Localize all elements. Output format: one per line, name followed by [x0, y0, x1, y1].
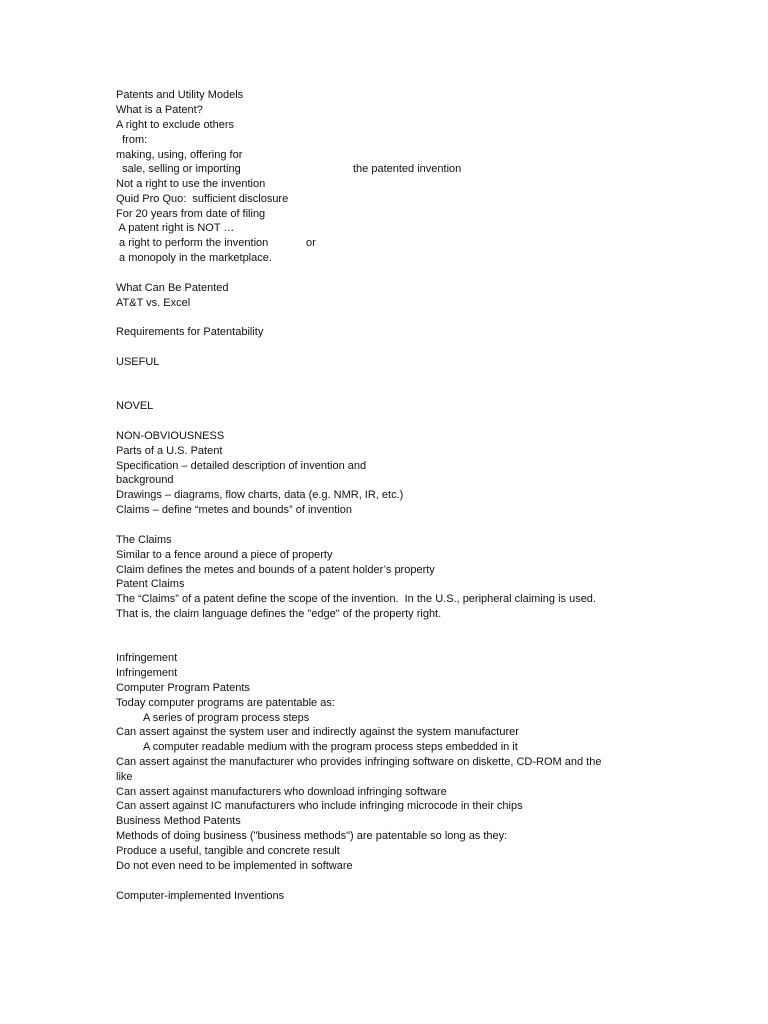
doc-line: For 20 years from date of filing [116, 208, 266, 220]
doc-line: AT&T vs. Excel [116, 297, 191, 309]
doc-line: Drawings – diagrams, flow charts, data (e.g. NMR, IR, etc.) [116, 489, 404, 501]
doc-heading: The Claims [116, 534, 172, 546]
doc-line: A patent right is NOT … [116, 222, 235, 234]
doc-line: Can assert against the manufacturer who provides infringing software on diskette, CD-ROM and the [116, 756, 602, 768]
doc-heading: Parts of a U.S. Patent [116, 445, 223, 457]
doc-heading: What Can Be Patented [116, 282, 229, 294]
doc-side-text: or [306, 237, 316, 249]
doc-side-text: the patented invention [353, 163, 462, 175]
doc-line: Today computer programs are patentable as: [116, 697, 335, 709]
doc-line: a monopoly in the marketplace. [116, 252, 272, 264]
doc-line: from: [116, 134, 148, 146]
doc-line: Not a right to use the invention [116, 178, 266, 190]
doc-line: NON-OBVIOUSNESS [116, 430, 225, 442]
doc-line: sale, selling or importing [116, 163, 241, 175]
doc-line: background [116, 474, 174, 486]
doc-heading: Infringement [116, 667, 178, 679]
doc-line: A right to exclude others [116, 119, 235, 131]
doc-heading: Infringement [116, 652, 178, 664]
doc-line: The “Claims” of a patent define the scope of the invention. In the U.S., peripheral claiming is used. [116, 593, 596, 605]
doc-heading: Patent Claims [116, 578, 185, 590]
doc-line-indented: A computer readable medium with the program process steps embedded in it [143, 741, 518, 753]
doc-line: making, using, offering for [116, 149, 243, 161]
doc-line: Can assert against IC manufacturers who include infringing microcode in their chips [116, 800, 523, 812]
doc-line: Claim defines the metes and bounds of a patent holder’s property [116, 564, 435, 576]
doc-line: That is, the claim language defines the "edge" of the property right. [116, 608, 442, 620]
doc-heading: Computer Program Patents [116, 682, 250, 694]
doc-line: Can assert against the system user and indirectly against the system manufacturer [116, 726, 519, 738]
doc-line: Methods of doing business ("business methods") are patentable so long as they: [116, 830, 508, 842]
doc-heading: Requirements for Patentability [116, 326, 264, 338]
doc-heading: Business Method Patents [116, 815, 241, 827]
doc-line: Similar to a fence around a piece of property [116, 549, 333, 561]
doc-line: like [116, 771, 133, 783]
doc-line: Specification – detailed description of invention and [116, 460, 367, 472]
doc-line: a right to perform the invention [116, 237, 269, 249]
doc-heading: Computer-implemented Inventions [116, 890, 285, 902]
doc-line: Do not even need to be implemented in software [116, 860, 353, 872]
doc-line-indented: A series of program process steps [143, 712, 310, 724]
doc-line: Produce a useful, tangible and concrete result [116, 845, 340, 857]
doc-line: USEFUL [116, 356, 160, 368]
doc-line: NOVEL [116, 400, 154, 412]
doc-line: What is a Patent? [116, 104, 203, 116]
doc-line: Claims – define “metes and bounds” of invention [116, 504, 353, 516]
doc-title: Patents and Utility Models [116, 89, 244, 101]
doc-line: Can assert against manufacturers who download infringing software [116, 786, 447, 798]
doc-line: Quid Pro Quo: sufficient disclosure [116, 193, 289, 205]
